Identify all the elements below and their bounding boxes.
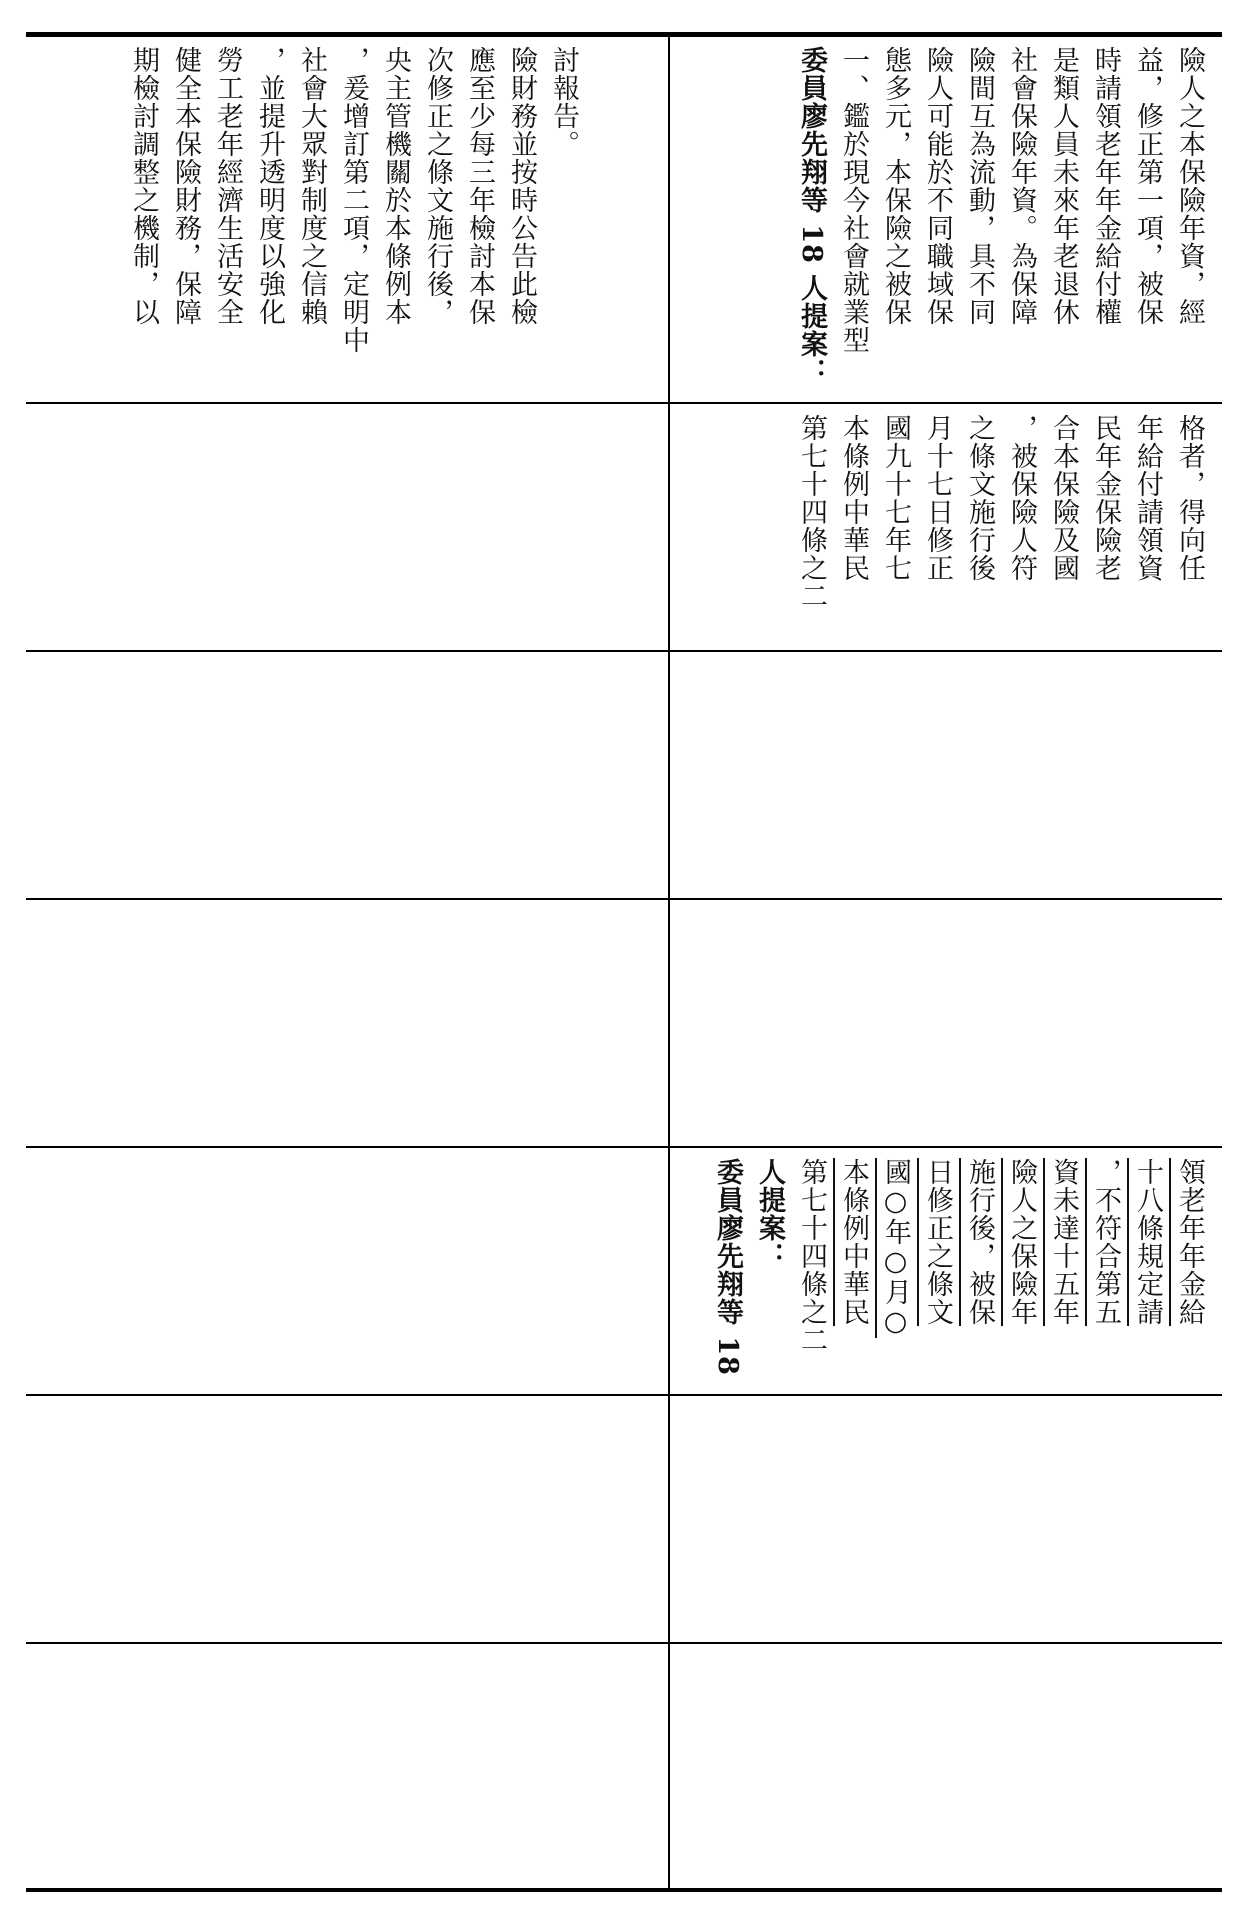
article-line: 第七十四條之二 xyxy=(796,414,827,610)
proposal-heading: 委員廖先翔等 18 人提案： xyxy=(796,46,827,387)
explanation-line: ，並提升透明度以強化 xyxy=(254,46,285,326)
column-divider xyxy=(668,32,670,1892)
proposal-line: 險間互為流動，具不同 xyxy=(964,46,995,326)
article-line: 民年金保險老 xyxy=(1090,414,1121,582)
article-line: 格者，得向任 xyxy=(1174,414,1205,582)
proposal-line: 時請領老年年金給付權 xyxy=(1090,46,1121,326)
amended-line: 十八條規定請 xyxy=(1132,1158,1163,1326)
row-divider-3 xyxy=(26,898,1222,900)
amended-line: 領老年年金給 xyxy=(1174,1158,1205,1326)
proposal-line: 險人可能於不同職域保 xyxy=(922,46,953,326)
article-line: 合本保險及國 xyxy=(1048,414,1079,582)
explanation-line: 期檢討調整之機制，以 xyxy=(128,46,159,326)
amended-line: 險人之保險年 xyxy=(1006,1158,1037,1326)
explanation-line: 討報告。 xyxy=(548,46,579,158)
article-line: 月十七日修正 xyxy=(922,414,953,582)
explanation-line: 央主管機關於本條例本 xyxy=(380,46,411,326)
amended-line: 日修正之條文 xyxy=(922,1158,953,1326)
explanation-line: ，爰增訂第二項，定明中 xyxy=(338,46,369,354)
explanation-line: 社會大眾對制度之信賴 xyxy=(296,46,327,326)
proposal-line: 一、鑑於現今社會就業型 xyxy=(838,46,869,354)
article-number-line: 第七十四條之二 xyxy=(796,1158,827,1354)
row2-right-article xyxy=(690,414,1210,644)
row5-right-amended-article xyxy=(690,1158,1210,1388)
row1-left-explanation xyxy=(64,46,584,394)
proposal-line: 益，修正第一項，被保 xyxy=(1132,46,1163,326)
row-divider-1 xyxy=(26,402,1222,404)
article-line: 本條例中華民 xyxy=(838,414,869,582)
proposal-line: 險人之本保險年資，經 xyxy=(1174,46,1205,326)
proposal-line: 態多元，本保險之被保 xyxy=(880,46,911,326)
article-line: 之條文施行後 xyxy=(964,414,995,582)
table-top-rule xyxy=(26,32,1222,37)
row1-right-proposal xyxy=(690,46,1210,394)
proposal-heading: 人提案： xyxy=(754,1158,785,1270)
explanation-line: 應至少每三年檢討本保 xyxy=(464,46,495,326)
proposal-line: 社會保險年資。為保障 xyxy=(1006,46,1037,326)
row-divider-4 xyxy=(26,1146,1222,1148)
proposal-line: 是類人員未來年老退休 xyxy=(1048,46,1079,326)
comparison-table xyxy=(26,32,1222,1892)
explanation-line: 險財務並按時公告此檢 xyxy=(506,46,537,326)
row-divider-2 xyxy=(26,650,1222,652)
explanation-line: 健全本保險財務，保障 xyxy=(170,46,201,326)
explanation-line: 勞工老年經濟生活安全 xyxy=(212,46,243,326)
article-line: 年給付請領資 xyxy=(1132,414,1163,582)
amended-line: 國○年○月○ xyxy=(880,1158,911,1338)
explanation-line: 次修正之條文施行後， xyxy=(422,46,453,326)
row-divider-5 xyxy=(26,1394,1222,1396)
amended-line: 本條例中華民 xyxy=(838,1158,869,1326)
proposal-heading: 委員廖先翔等 18 xyxy=(712,1158,743,1376)
article-line: 國九十七年七 xyxy=(880,414,911,582)
row-divider-6 xyxy=(26,1642,1222,1644)
amended-line: 資未達十五年 xyxy=(1048,1158,1079,1326)
amended-line: 施行後，被保 xyxy=(964,1158,995,1326)
article-line: ，被保險人符 xyxy=(1006,414,1037,582)
amended-line: ，不符合第五 xyxy=(1090,1158,1121,1326)
table-bottom-rule xyxy=(26,1888,1222,1892)
